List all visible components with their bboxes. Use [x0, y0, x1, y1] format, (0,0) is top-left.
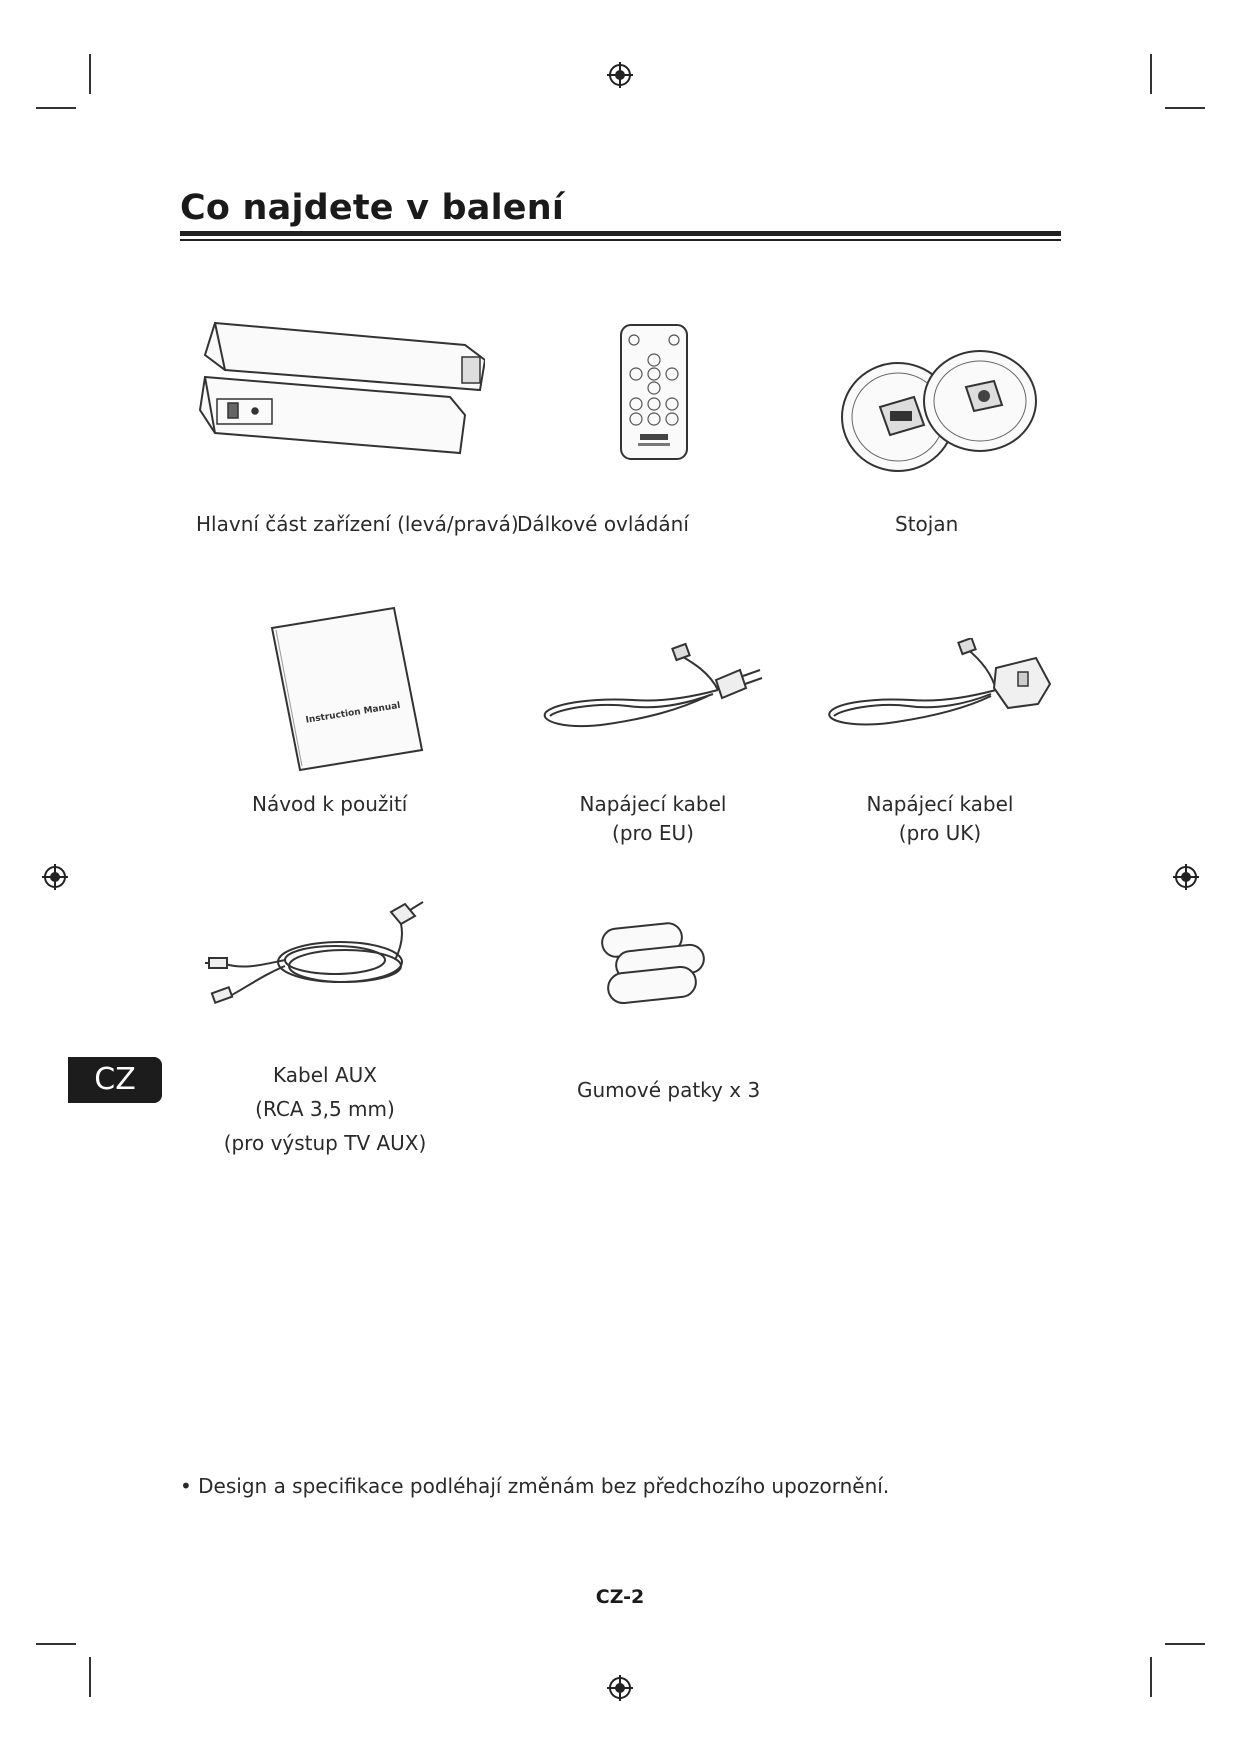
- caption-eu-cable-line2: (pro EU): [612, 821, 694, 845]
- remote-control-illustration: [618, 322, 690, 462]
- caption-aux-line2: (RCA 3,5 mm): [255, 1097, 395, 1121]
- rubber-feet-illustration: [598, 920, 710, 1008]
- caption-remote: Dálkové ovládání: [517, 512, 689, 536]
- caption-uk-cable-line1: Napájecí kabel: [866, 792, 1014, 816]
- registration-mark-left-icon: [40, 862, 70, 892]
- registration-mark-top-icon: [605, 60, 635, 90]
- caption-aux-line3: (pro výstup TV AUX): [223, 1131, 427, 1155]
- caption-aux-cable: [215, 1058, 435, 1160]
- disclaimer-note: • Design a specifikace podléhají změnám bez předchozího upozornění.: [180, 1474, 890, 1498]
- soundbar-illustration: [195, 315, 485, 465]
- crop-mark-bottom-right-h: [1165, 1643, 1205, 1645]
- registration-mark-bottom-icon: [605, 1673, 635, 1703]
- stand-illustration: [838, 345, 1038, 475]
- caption-main-unit: Hlavní část zařízení (levá/pravá): [196, 512, 519, 536]
- manual-booklet-text: Instruction Manual: [305, 700, 402, 726]
- aux-cable-illustration: [205, 900, 435, 1015]
- crop-mark-bottom-right-v: [1150, 1657, 1152, 1697]
- page-title: Co najdete v balení: [180, 188, 565, 228]
- uk-power-cable-illustration: [826, 638, 1056, 743]
- caption-manual: Návod k použití: [252, 792, 408, 816]
- caption-eu-cable: [553, 790, 753, 848]
- registration-mark-right-icon: [1171, 862, 1201, 892]
- crop-mark-top-left-v: [89, 54, 91, 94]
- caption-uk-cable-line2: (pro UK): [898, 821, 982, 845]
- crop-mark-top-right-v: [1150, 54, 1152, 94]
- page-number: CZ-2: [595, 1586, 645, 1608]
- language-tab: CZ: [68, 1057, 162, 1103]
- caption-aux-line1: Kabel AUX: [273, 1063, 377, 1087]
- title-rule-thick: [180, 231, 1061, 236]
- caption-rubber-feet: Gumové patky x 3: [577, 1078, 761, 1102]
- caption-uk-cable: [840, 790, 1040, 848]
- caption-stand: Stojan: [895, 512, 959, 536]
- crop-mark-bottom-left-h: [36, 1643, 76, 1645]
- caption-eu-cable-line1: Napájecí kabel: [579, 792, 727, 816]
- eu-power-cable-illustration: [538, 640, 768, 740]
- title-rule-thin: [180, 239, 1061, 241]
- crop-mark-top-left-h: [36, 107, 76, 109]
- crop-mark-top-right-h: [1165, 107, 1205, 109]
- crop-mark-bottom-left-v: [89, 1657, 91, 1697]
- instruction-manual-illustration: [268, 606, 428, 772]
